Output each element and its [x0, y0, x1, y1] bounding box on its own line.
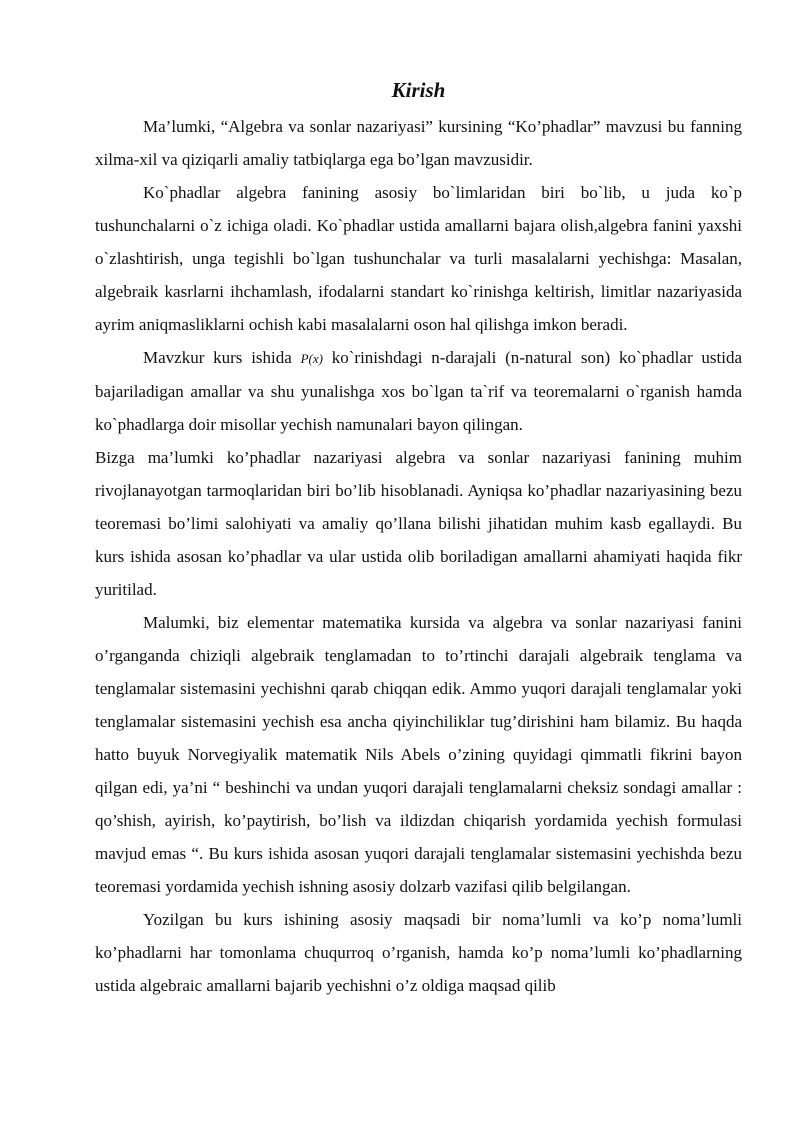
paragraph-course-goal: Yozilgan bu kurs ishining asosiy maqsadi bir noma’lumli va ko’p noma’lumli ko’phadlarni har tomonlama chuqurroq o’rganish, hamda ko’p noma’lumli ko’phadlarning ustida algebraic amallarni bajarib yechishni o’z oldiga maqsad qilib	[95, 910, 742, 995]
paragraph-higher-degree-equations: Malumki, biz elementar matematika kursida va algebra va sonlar nazariyasi fanini o’rganganda chiziqli algebraik tenglamadan to to’rtinchi darajali algebraik tenglama va tenglamalar sistemasini yechishni qarab chiqqan edik. Ammo yuqori darajali tenglamalar yoki tenglamalar sistemasini yechish esa ancha qiyinchiliklar tug’dirishini ham bilamiz. Bu haqda hatto buyuk Norvegiyalik matematik Nils Abels o’zining quyidagi qimmatli fikrini bayon qilgan edi, ya’ni “ beshinchi va undan yuqori darajali tenglamalarni cheksiz sondagi amallar : qo’shish, ayirish, ko’paytirish, bo’lish va ildizdan chiqarish yordamida yechish formulasi mavjud emas “. Bu kurs ishida asosan yuqori darajali tenglamalar sistemasini yechishda bezu teoremasi yordamida yechish ishning asosiy dolzarb vazifasi qilib belgilangan.	[95, 613, 742, 896]
paragraph-intro: Ma’lumki, “Algebra va sonlar nazariyasi” kursining “Ko’phadlar” mavzusi bu fanning xilma-xil va qiziqarli amaliy tatbiqlarga ega bo’lgan mavzusidir.	[95, 117, 742, 169]
paragraph-course-scope	[95, 341, 742, 441]
polynomial-notation: P(x)	[300, 351, 323, 366]
paragraph-text-after-math: ko`rinishdagi n-darajali (n-natural son) ko`phadlar ustida bajariladigan amallar va shu yunalishga xos bo`lgan ta`rif va teoremalarni o`rganish hamda ko`phadlarga doir misollar yechish namunalari bayon qilingan.	[95, 348, 742, 434]
document-page	[95, 70, 742, 1002]
paragraph-polynomials-overview: Ko`phadlar algebra fanining asosiy bo`limlaridan biri bo`lib, u juda ko`p tushunchalarni o`z ichiga oladi. Ko`phadlar ustida amallarni bajara olish,algebra fanini yaxshi o`zlashtirish, unga tegishli bo`lgan tushunchalar va turli masalalarni yechishga: Masalan, algebraik kasrlarni ihchamlash, ifodalarni standart ko`rinishga keltirish, limitlar nazariyasida ayrim aniqmasliklarni ochish kabi masalalarni oson hal qilishga imkon beradi.	[95, 183, 742, 334]
page-title: Kirish	[391, 78, 446, 102]
paragraph-text-before-math: Mavzkur kurs ishida	[143, 348, 301, 367]
paragraph-theory-importance: Bizga ma’lumki ko’phadlar nazariyasi algebra va sonlar nazariyasi fanining muhim rivojlanayotgan tarmoqlaridan biri bo’lib hisoblanadi. Ayniqsa ko’phadlar nazariyasining bezu teoremasi bo’limi salohiyati va amaliy qo’llana bilishi jihatidan muhim kasb egallaydi. Bu kurs ishida asosan ko’phadlar va ular ustida olib boriladigan amallarni ahamiyati haqida fikr yuritilad.	[95, 448, 742, 599]
